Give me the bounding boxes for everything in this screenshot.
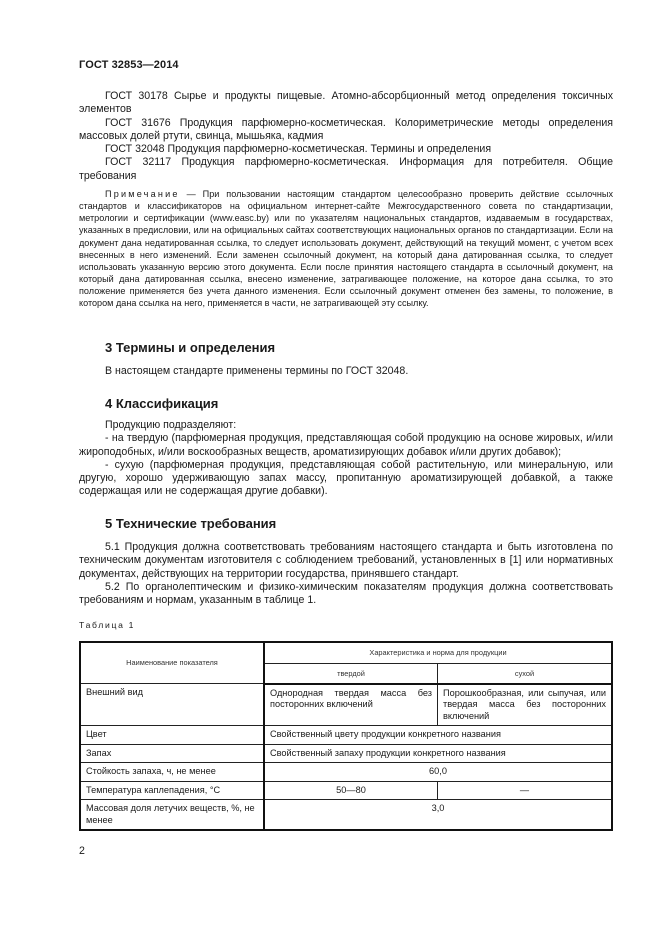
requirement-paragraph: 5.1 Продукция должна соответствовать требованиям настоящего стандарта и быть изготовлена по техническим документам изготовителя с соблюдением требований, установленных в [1] или нормативных документах, действующих на территории государства, принявшего стандарт.	[79, 541, 613, 580]
reference-item: ГОСТ 32117 Продукция парфюмерно-косметическая. Информация для потребителя. Общие требования	[79, 156, 613, 182]
table-row	[80, 781, 612, 800]
row-merged-value: 60,0	[264, 763, 612, 782]
row-merged-value: Свойственный запаху продукции конкретного названия	[264, 744, 612, 763]
row-name: Стойкость запаха, ч, не менее	[80, 763, 264, 782]
section-4-title: 4 Классификация	[105, 396, 219, 411]
classification-item: - на твердую (парфюмерная продукция, представляющая собой продукцию на основе жировых, и/или жироподобных, и/или воскообразных веществ, ароматизирующих добавок и/или других добавок);	[79, 432, 613, 458]
page-number: 2	[79, 845, 85, 857]
reference-item: ГОСТ 31676 Продукция парфюмерно-косметическая. Колориметрические методы определения массовых долей ртути, свинца, мышьяка, кадмия	[79, 116, 613, 142]
table-row	[80, 800, 612, 831]
section-4-intro: Продукцию подразделяют:	[105, 419, 237, 431]
header-indicator-name: Наименование показателя	[80, 642, 264, 684]
row-solid-value: 50—80	[264, 781, 438, 800]
row-name: Внешний вид	[80, 684, 264, 726]
table-caption: Таблица 1	[79, 620, 136, 630]
row-merged-value: 3,0	[264, 800, 612, 831]
row-solid-value: Однородная твердая масса без посторонних включений	[264, 684, 438, 726]
header-characteristic-group: Характеристика и норма для продукции	[264, 642, 612, 664]
header-dry: сухой	[438, 664, 613, 684]
table-row	[80, 726, 612, 745]
section-4-body	[79, 419, 613, 499]
table-row	[80, 684, 612, 726]
section-3-title: 3 Термины и определения	[105, 340, 276, 355]
normative-references	[79, 90, 613, 183]
requirement-paragraph: 5.2 По органолептическим и физико-химическим показателям продукция должна соответствовать требованиям и нормам, указанным в таблице 1.	[79, 580, 613, 607]
note-block	[79, 188, 613, 310]
row-name: Температура каплепадения, °С	[80, 781, 264, 800]
row-name: Цвет	[80, 726, 264, 745]
note-label: Примечание	[105, 189, 180, 199]
section-5-body	[79, 541, 613, 607]
row-name: Массовая доля летучих веществ, %, не менее	[80, 800, 264, 831]
section-5-title: 5 Технические требования	[105, 516, 277, 531]
classification-item: - сухую (парфюмерная продукция, представляющая собой растительную, или минеральную, или другую, хорошо удерживающую запах массу, пропитанную ароматизирующей добавкой, а также содержащая или не содержащая другие добавки).	[79, 458, 613, 498]
document-header: ГОСТ 32853—2014	[79, 59, 179, 71]
row-dry-value: —	[438, 781, 613, 800]
reference-item: ГОСТ 30178 Сырье и продукты пищевые. Атомно-абсорбционный метод определения токсичных элементов	[79, 90, 613, 116]
reference-item: ГОСТ 32048 Продукция парфюмерно-косметическая. Термины и определения	[105, 143, 492, 156]
header-solid: твердой	[264, 664, 438, 684]
table-row	[80, 763, 612, 782]
note-text: — При пользовании настоящим стандартом целесообразно проверить действие ссылочных стандартов и классификаторов на официальном интернет-сайте Межгосударственного совета по стандартизации, метрологии и сертификации (www.easc.by) или по указателям национальных стандартов, издаваемым в государствах, указанных в предисловии, или на официальных сайтах соответствующих национальных органов по стандартизации. Если на документ дана недатированная ссылка, то следует использовать документ, действующий на текущий момент, с учетом всех внесенных в него изменений. Если заменен ссылочный документ, на который дана датированная ссылка, то следует использовать указанную версию этого документа. Если после принятия настоящего стандарта в ссылочный документ, на который дана датированная ссылка, внесено изменение, затрагивающее положение, на которое дана ссылка, то это положение применяется без учета данного изменения. Если ссылочный документ отменен без замены, то положение, в котором дана ссылка на него, применяется в части, не затрагивающей эту ссылку.	[79, 189, 613, 309]
row-merged-value: Свойственный цвету продукции конкретного названия	[264, 726, 612, 745]
requirements-table	[79, 641, 613, 831]
section-3-text: В настоящем стандарте применены термины по ГОСТ 32048.	[105, 365, 409, 377]
row-dry-value: Порошкообразная, или сыпучая, или твердая масса без посторонних включений	[438, 684, 613, 726]
row-name: Запах	[80, 744, 264, 763]
table-row	[80, 744, 612, 763]
note-paragraph	[79, 188, 613, 310]
section-3-body	[79, 365, 613, 378]
